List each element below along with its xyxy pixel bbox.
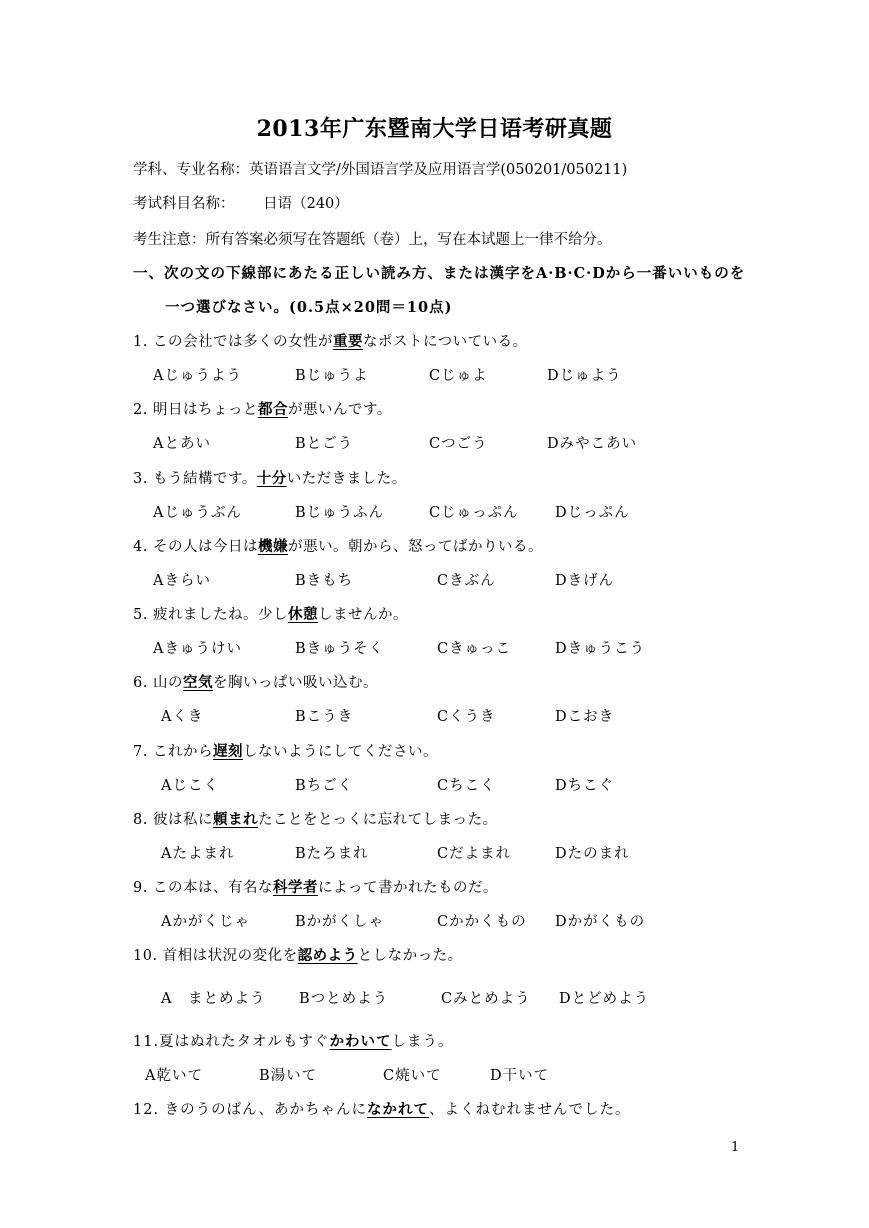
question-text: その人は今日は — [152, 539, 258, 555]
option-b: Bちごく — [295, 778, 354, 794]
underlined-word: 遅刻 — [212, 743, 243, 760]
question-number: 10. — [133, 948, 158, 964]
option-c: Cじゅっぷん — [429, 505, 519, 521]
option-a: Aきらい — [153, 573, 211, 589]
option-b: Bかがくしゃ — [295, 914, 385, 930]
underlined-word: 科学者 — [272, 879, 318, 896]
question-12 — [133, 1098, 631, 1119]
question-text: 夏はぬれたタオルもすぐ — [159, 1034, 330, 1050]
option-c: Cかかくもの — [437, 914, 527, 930]
question-text: たことをとっくに忘れてしまった。 — [257, 812, 498, 828]
question-text: 彼は私に — [152, 812, 213, 828]
option-a: Aじゅうよう — [153, 368, 242, 384]
question-8 — [133, 808, 498, 829]
option-d: Dかがくもの — [555, 914, 646, 930]
option-a: Aとあい — [153, 436, 211, 452]
question-2 — [133, 398, 392, 419]
option-c: Cくうき — [437, 709, 496, 725]
question-number: 12. — [133, 1102, 160, 1118]
question-number: 7. — [133, 744, 148, 760]
option-b: Bきもち — [295, 573, 354, 589]
option-a: Aじこく — [161, 778, 219, 794]
option-a: Aたよまれ — [161, 846, 235, 862]
notice-line: 考生注意：所有答案必须写在答题纸（卷）上，写在本试题上一律不给分。 — [133, 232, 612, 248]
subject-value: 日语（240） — [263, 196, 349, 212]
underlined-word: なかれて — [367, 1101, 430, 1118]
question-text: 明日はちょっと — [152, 402, 258, 418]
option-b: Bこうき — [295, 709, 354, 725]
underlined-word: 認めよう — [297, 947, 358, 964]
question-number: 11. — [133, 1034, 160, 1050]
page-title: 2013年广东暨南大学日语考研真题 — [256, 116, 613, 142]
option-a: Aかがくじゃ — [161, 914, 250, 930]
question-number: 3. — [133, 471, 148, 487]
question-text: しないようにしてください。 — [242, 744, 438, 760]
option-d: Dきゅうこう — [555, 641, 646, 657]
question-text: 疲れましたね。少し — [152, 607, 288, 623]
question-number: 1. — [133, 334, 148, 350]
question-11 — [133, 1030, 454, 1051]
question-text: によって書かれたものだ。 — [317, 880, 498, 896]
question-number: 9. — [133, 880, 148, 896]
option-a: A まとめよう — [161, 991, 266, 1007]
question-text: この会社では多くの女性が — [152, 334, 333, 350]
option-c: Cちこく — [437, 778, 496, 794]
option-d: Dじゅよう — [547, 368, 622, 384]
option-d: Dきげん — [555, 573, 615, 589]
option-d: Dみやこあい — [547, 436, 638, 452]
question-text: が悪い。朝から、怒ってばかりいる。 — [287, 539, 543, 555]
question-text: しませんか。 — [317, 607, 408, 623]
option-b: B湯いて — [259, 1068, 318, 1084]
question-number: 4. — [133, 539, 148, 555]
option-b: Bじゅうふん — [295, 505, 385, 521]
question-text: を胸いっぱい吸い込む。 — [212, 675, 378, 691]
option-d: Dじっぷん — [555, 505, 630, 521]
option-b: Bきゅうそく — [295, 641, 385, 657]
option-b: Bとごう — [295, 436, 354, 452]
option-d: Dとどめよう — [559, 991, 650, 1007]
option-c: Cきゅっこ — [437, 641, 512, 657]
question-text: もう結構です。 — [152, 471, 257, 487]
option-c: C焼いて — [383, 1068, 442, 1084]
option-c: Cじゅよ — [429, 368, 488, 384]
question-text: しまう。 — [391, 1034, 454, 1050]
section-instruction-line1: 一、次の文の下線部にあたる正しい読み方、または漢字をA·B·C·Dから一番いいものを — [133, 265, 746, 282]
question-4 — [133, 535, 543, 556]
question-7 — [133, 740, 438, 761]
underlined-word: 重要 — [332, 333, 363, 350]
question-text: が悪いんです。 — [287, 402, 392, 418]
question-text: 山の — [152, 675, 183, 691]
subject-label: 考试科目名称： — [133, 196, 235, 212]
page-number: 1 — [731, 1140, 740, 1155]
question-5 — [133, 603, 408, 624]
question-text: としなかった。 — [357, 948, 463, 964]
subject-line — [133, 192, 349, 213]
question-number: 8. — [133, 812, 148, 828]
underlined-word: 頼まれ — [212, 811, 258, 828]
underlined-word: 都合 — [257, 401, 288, 418]
underlined-word: 空気 — [182, 674, 213, 691]
question-text: 首相は状況の変化を — [162, 948, 298, 964]
question-text: なポストについている。 — [362, 334, 528, 350]
question-text: これから — [152, 744, 213, 760]
question-text: きのうのばん、あかちゃんに — [164, 1102, 368, 1118]
question-6 — [133, 671, 378, 692]
option-a: Aくき — [161, 709, 204, 725]
section-instruction-line2: 一つ選びなさい。(0.5点×20問＝10点) — [165, 299, 453, 316]
option-c: Cきぶん — [437, 573, 496, 589]
underlined-word: かわいて — [329, 1033, 392, 1050]
option-d: Dこおき — [555, 709, 615, 725]
question-3 — [133, 467, 407, 488]
option-b: Bつとめよう — [299, 991, 389, 1007]
option-c: Cつごう — [429, 436, 488, 452]
option-c: Cだよまれ — [437, 846, 512, 862]
underlined-word: 休憩 — [287, 606, 318, 623]
option-a: Aじゅうぶん — [153, 505, 242, 521]
option-b: Bたろまれ — [295, 846, 369, 862]
option-c: Cみとめよう — [441, 991, 531, 1007]
question-number: 6. — [133, 675, 148, 691]
question-1 — [133, 330, 528, 351]
major-line: 学科、专业名称：英语语言文学/外国语言学及应用语言学(050201/050211) — [133, 162, 628, 178]
underlined-word: 十分 — [256, 470, 287, 487]
question-text: この本は、有名な — [152, 880, 273, 896]
question-text: いただきました。 — [286, 471, 407, 487]
option-a: A乾いて — [145, 1068, 203, 1084]
question-number: 2. — [133, 402, 148, 418]
question-number: 5. — [133, 607, 148, 623]
option-d: Dたのまれ — [555, 846, 630, 862]
option-a: Aきゅうけい — [153, 641, 242, 657]
option-d: Dちこぐ — [555, 778, 615, 794]
question-9 — [133, 876, 498, 897]
question-10 — [133, 944, 463, 965]
option-d: D干いて — [490, 1068, 550, 1084]
question-text: 、よくねむれませんでした。 — [429, 1102, 631, 1118]
underlined-word: 機嫌 — [257, 538, 288, 555]
option-b: Bじゅうよ — [295, 368, 369, 384]
